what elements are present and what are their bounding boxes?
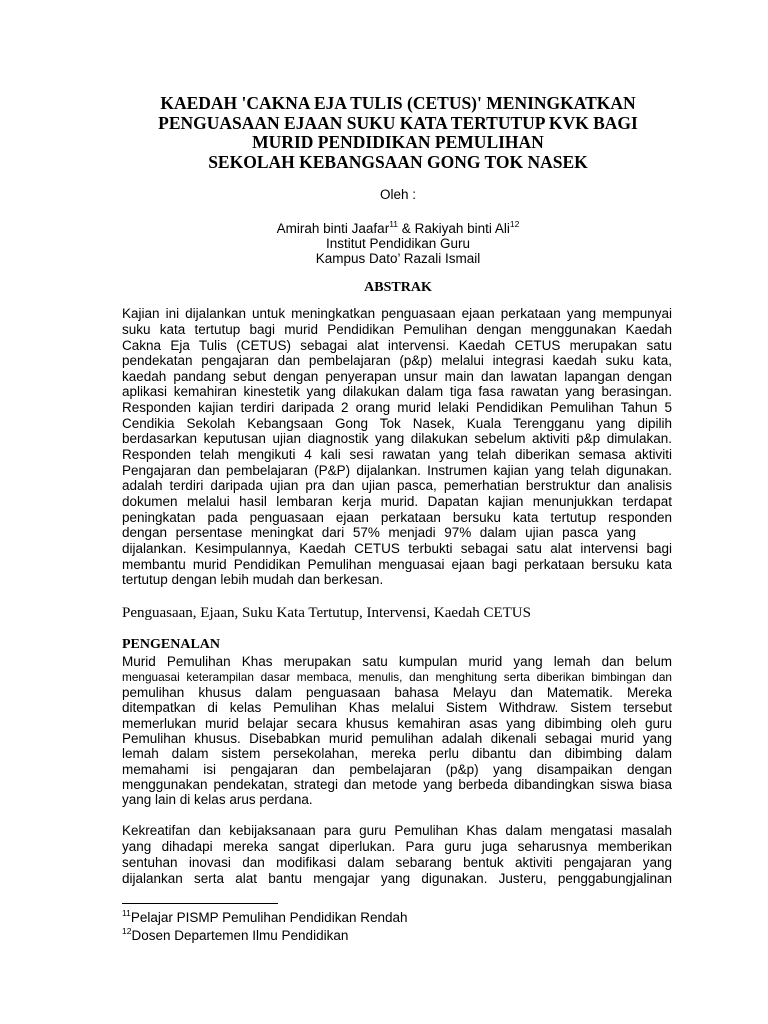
title-line: SEKOLAH KEBANGSAAN GONG TOK NASEK [208,152,588,173]
paragraph-line: memahami isi pengajaran dan pembelajaran (p&p) yang disampaikan dengan [122,761,672,777]
abstract-line: Pengajaran dan pembelajaran (P&P) dijalankan. Instrumen kajian yang telah digunakan. [122,462,672,478]
paragraph-line: Kekreatifan dan kebijaksanaan para guru Pemulihan Khas dalam mengatasi masalah [122,823,672,838]
footnote-marker: 11 [122,908,131,919]
footnote-ref: 11 [389,218,399,229]
footnote-separator [122,903,278,904]
abstract-line: dengan persentase meningkat dari 57% menjadi 97% dalam ujian pasca yang [122,525,636,541]
footnote-ref: 12 [509,218,520,229]
paragraph-line: Pemulihan khusus. Disebabkan murid pemulihan adalah dikenali sebagai murid yang [122,731,672,747]
abstract-line: pendekatan pengajaran dan pembelajaran (p&p) melalui integrasi kaedah suku kata, [122,353,672,369]
abstract-line: peningkatan pada penguasaan ejaan perkataan bersuku kata tertutup responden [122,509,672,525]
paragraph-line: dijalankan serta alat bantu mengajar yang digunakan. Justeru, penggabungjalinan [122,871,672,886]
keywords: Penguasaan, Ejaan, Suku Kata Tertutup, Intervensi, Kaedah CETUS [122,604,531,621]
paper-title [122,94,674,173]
footnotes [122,909,408,944]
paragraph-line: lemah dalam sistem persekolahan, mereka perlu dibantu dan dibimbing dalam [122,746,672,762]
introduction-paragraph [122,823,672,887]
abstract-line: Responden kajian terdiri daripada 2 orang murid lelaki Pendidikan Pemulihan Tahun 5 [122,400,672,416]
abstract-line: adalah terdiri daripada ujian pra dan ujian pasca, pemerhatian berstruktur dan analisis [122,478,672,494]
author-separator: & [401,220,411,236]
title-line: PENGUASAAN EJAAN SUKU KATA TERTUTUP KVK BAGI [158,112,638,133]
abstract-line: berdasarkan keputusan ujian diagnostik yang dilakukan sebelum aktiviti p&p dimulakan. [122,431,672,447]
footnote [122,927,408,945]
abstract-line: kaedah pandang sebut dengan penyerapan unsur main dan lawatan lapangan dengan [122,368,672,384]
abstract-line: Cendikia Sekolah Kebangsaan Gong Tok Nasek, Kuala Terengganu yang dipilih [122,415,672,431]
paragraph-line: yang dihadapi mereka sangat diperlukan. Para guru juga seharusnya memberikan [122,839,672,854]
footnote-text: Dosen Departemen Ilmu Pendidikan [131,927,349,943]
abstract-paragraph [122,306,672,588]
abstract-line: Responden telah mengikuti 4 kali sesi rawatan yang telah diberikan semasa aktiviti [122,447,672,463]
abstract-heading: ABSTRAK [364,280,432,295]
abstract-line: dokumen melalui hasil lembaran kerja murid. Dapatan kajian menunjukkan terdapat [122,494,672,510]
footnote [122,909,408,927]
abstract-line: Cakna Eja Tulis (CETUS) sebagai alat intervensi. Kaedah CETUS merupakan satu [122,337,672,353]
footnote-text: Pelajar PISMP Pemulihan Pendidikan Rendah [130,910,408,926]
paragraph-line: ditempatkan di kelas Pemulihan Khas melalui Sistem Withdraw. Sistem tersebut [122,700,672,716]
paragraph-line: memerlukan murid belajar secara khusus kemahiran asas yang dibimbing oleh guru [122,715,672,731]
paragraph-line: pemulihan khusus dalam penguasaan bahasa Melayu dan Matematik. Mereka [122,684,672,700]
abstract-line: suku kata tertutup bagi murid Pendidikan Pemulihan dengan menggunakan Kaedah [122,321,672,337]
author-line [122,218,674,236]
campus: Kampus Dato’ Razali Ismail [315,250,481,266]
author-name: Amirah binti Jaafar [276,220,390,236]
paragraph-line: sentuhan inovasi dan modifikasi dalam sebarang bentuk aktiviti pengajaran yang [122,855,672,870]
author-block [122,218,674,266]
paragraph-line: menguasai keterampilan dasar membaca, menulis, dan menghitung serta diberikan bimbingan dan [122,669,672,684]
institution: Institut Pendidikan Guru [325,235,471,251]
paragraph-line: yang lain di kelas arus perdana. [122,792,313,808]
abstract-line: aplikasi kemahiran kinestetik yang dilakukan dalam tiga fasa rawatan yang berasingan. [122,384,672,400]
abstract-line: Kajian ini dijalankan untuk meningkatkan penguasaan ejaan perkataan yang mempunyai [122,306,672,322]
abstract-line: membantu murid Pendidikan Pemulihan menguasai ejaan bagi perkataan bersuku kata [122,556,672,572]
byline-label: Oleh : [379,187,417,202]
paragraph-line: menggunakan pendekatan, strategi dan metode yang berbeda dibandingkan siswa biasa [122,777,672,793]
introduction-paragraph [122,654,672,807]
paragraph-line: Murid Pemulihan Khas merupakan satu kumpulan murid yang lemah dan belum [122,654,672,670]
footnote-marker: 12 [122,925,132,936]
title-line: MURID PENDIDIKAN PEMULIHAN [252,132,544,153]
introduction-heading: PENGENALAN [122,637,221,652]
abstract-line: tertutup dengan lebih mudah dan berkesan. [122,572,384,588]
title-line: KAEDAH 'CAKNA EJA TULIS (CETUS)' MENINGKATKAN [160,93,636,113]
abstract-line: dijalankan. Kesimpulannya, Kaedah CETUS terbukti sebagai satu alat intervensi bagi [122,541,672,557]
author-name: Rakiyah binti Ali [414,220,510,236]
